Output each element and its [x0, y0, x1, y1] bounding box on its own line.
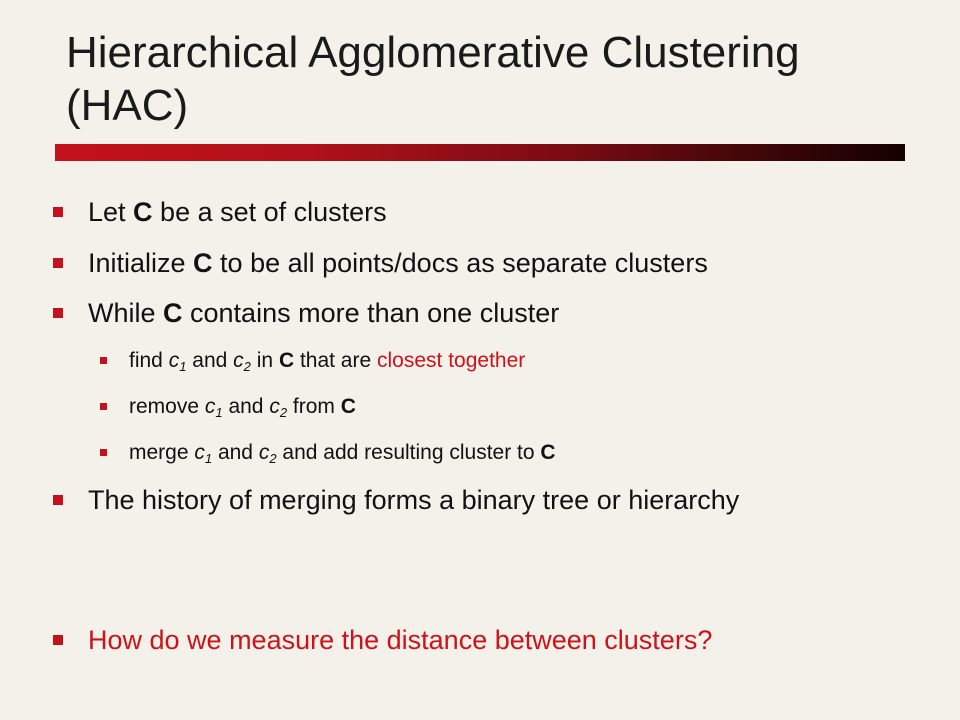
sub-bullet-text: merge $c_1$ and $c_2$ and add resulting cluster to C [129, 441, 556, 466]
bullet-item [88, 247, 708, 280]
square-bullet-icon [53, 635, 63, 645]
bullet-item [88, 196, 387, 229]
slide-title-line-2: (HAC) [66, 81, 189, 130]
square-bullet-icon [100, 449, 107, 456]
bullet-text: Let C be a set of clusters [88, 197, 387, 227]
square-bullet-icon [53, 308, 63, 318]
sub-bullet-text: remove $c_1$ and $c_2$ from C [129, 395, 356, 420]
slide-title-line-1: Hierarchical Agglomerative Clustering [66, 28, 800, 77]
bullet-item [88, 624, 712, 657]
bullet-item [88, 484, 868, 517]
sub-bullet-item [129, 394, 356, 420]
square-bullet-icon [53, 207, 63, 217]
square-bullet-icon [53, 495, 63, 505]
sub-bullet-item [129, 440, 556, 466]
square-bullet-icon [100, 357, 107, 364]
square-bullet-icon [53, 258, 63, 268]
bullet-text: While C contains more than one cluster [88, 298, 560, 328]
square-bullet-icon [100, 403, 107, 410]
sub-bullet-text: find $c_1$ and $c_2$ in C that are closest together [129, 349, 526, 374]
sub-bullet-item [129, 348, 525, 374]
bullet-text: The history of merging forms a binary tree or hierarchy [88, 485, 740, 515]
bullet-text: How do we measure the distance between clusters? [88, 625, 713, 655]
emphasis-text: closest together [377, 349, 526, 372]
bullet-text: Initialize C to be all points/docs as separate clusters [88, 248, 708, 278]
bullet-item [88, 297, 559, 330]
